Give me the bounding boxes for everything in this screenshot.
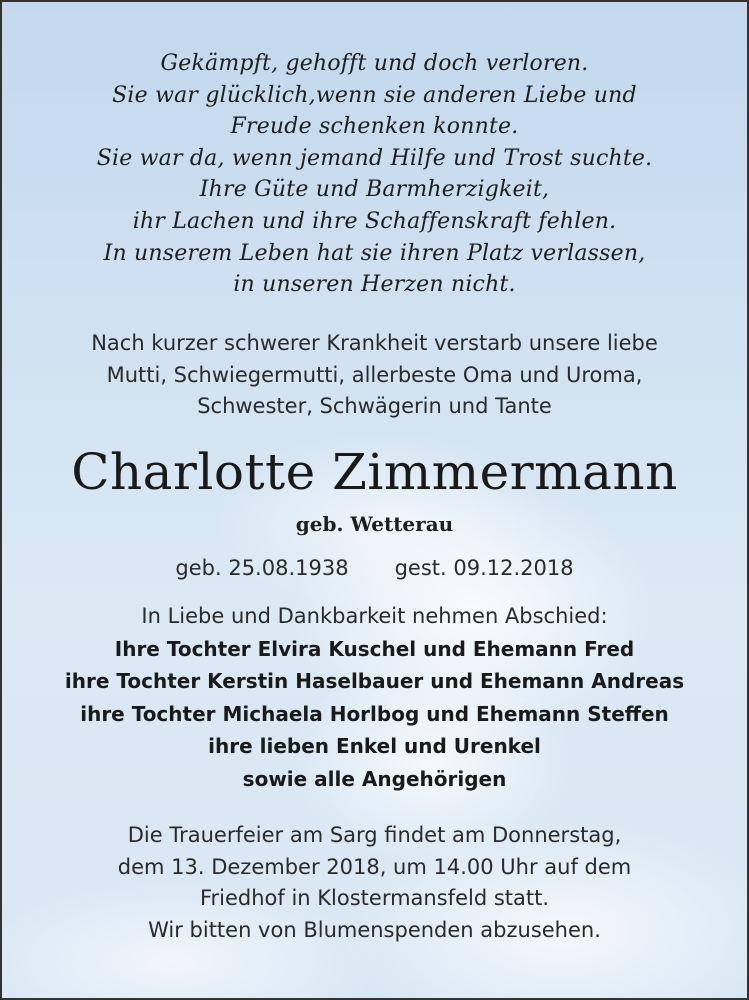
announcement-line: Schwester, Schwägerin und Tante: [197, 394, 552, 418]
funeral-details: [2, 820, 747, 946]
death-announcement: [2, 328, 747, 423]
verse-line: In unserem Leben hat sie ihren Platz verlassen,: [103, 240, 646, 266]
announcement-line: Mutti, Schwiegermutti, allerbeste Oma und Uroma,: [106, 362, 643, 387]
mourner-line: ihre Tochter Michaela Horlbog und Ehemann Steffen: [80, 701, 669, 726]
mourner-line: sowie alle Angehörigen: [242, 766, 507, 791]
funeral-line: dem 13. Dezember 2018, um 14.00 Uhr auf dem: [117, 854, 632, 879]
funeral-line: Friedhof in Klostermansfeld statt.: [199, 886, 550, 910]
funeral-line: Die Trauerfeier am Sarg findet am Donnerstag,: [127, 823, 622, 847]
verse-line: Ihre Güte und Barmherzigkeit,: [199, 177, 550, 203]
verse-line: Sie war glücklich,wenn sie anderen Liebe und: [112, 82, 637, 108]
memorial-verse: [2, 48, 747, 301]
mourner-line: Ihre Tochter Elvira Kuschel und Ehemann Fred: [114, 636, 635, 661]
life-dates: [2, 552, 747, 584]
funeral-line: Wir bitten von Blumenspenden abzusehen.: [148, 917, 601, 942]
mourner-line: ihre lieben Enkel und Urenkel: [208, 734, 541, 758]
death-date: gest. 09.12.2018: [394, 556, 574, 580]
deceased-name: Charlotte Zimmermann: [71, 443, 678, 501]
verse-line: Freude schenken konnte.: [230, 114, 519, 140]
verse-line: Sie war da, wenn jemand Hilfe und Trost suchte.: [96, 145, 653, 171]
birth-name: geb. Wetterau: [295, 512, 454, 536]
birth-date: geb. 25.08.1938: [175, 556, 349, 580]
mourner-line: ihre Tochter Kerstin Haselbauer und Ehemann Andreas: [64, 669, 685, 693]
verse-line: Gekämpft, gehofft und doch verloren.: [160, 51, 589, 76]
mourners-lead: In Liebe und Dankbarkeit nehmen Abschied:: [141, 604, 608, 628]
mourners-list: [2, 600, 747, 795]
announcement-line: Nach kurzer schwerer Krankheit verstarb unsere liebe: [91, 331, 658, 355]
verse-line: ihr Lachen und ihre Schaffenskraft fehlen.: [132, 208, 617, 234]
verse-line: in unseren Herzen nicht.: [233, 272, 516, 298]
